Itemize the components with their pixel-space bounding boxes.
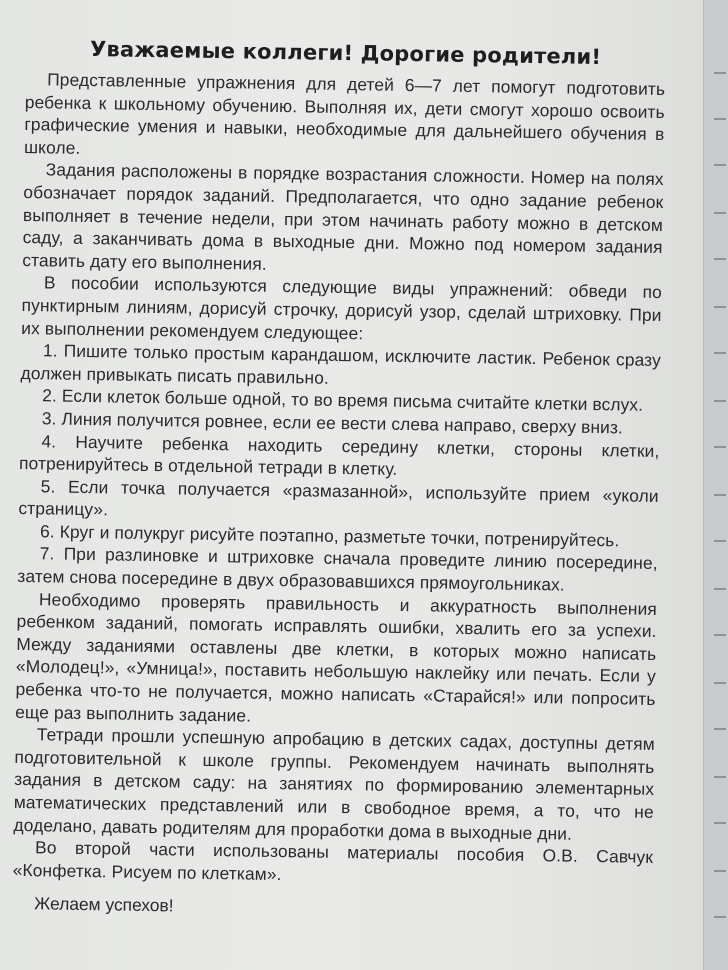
edge-mark — [714, 916, 726, 918]
edge-mark — [714, 634, 726, 636]
list-item: 5. Если точка получается «размазанной», используйте прием «уколи страницу». — [18, 475, 659, 520]
notebook-edge — [703, 0, 728, 970]
edge-mark — [714, 822, 726, 824]
paragraph-order: Задания расположены в порядке возрастания сложности. Номер на полях обозначает порядок заданий. Предполагается, что одно задание ребенок выполняет в течение недели, при этом начинать работу можно в детском саду, а заканчивать дома в выходные дни. Можно под номером задания ставить дату его выполнения. — [22, 159, 664, 274]
edge-mark — [714, 870, 726, 872]
paragraph-approbation: Тетради прошли успешную апробацию в детских садах, доступны детям подготовительной к школе группы. Рекомендуем начинать выполнять задания в детском саду: на занятиях по формированию элементарных математических представлений или в свободное время, а то, что не доделано, давать родителям для проработки дома в выходные дни. — [13, 724, 655, 844]
paragraph-exercise-types: В пособии используются следующие виды упражнений: обведи по пунктирным линиям, дорисуй строчку, дорисуй узор, сделай штриховку. При их выполнении рекомендуем следующее: — [21, 272, 663, 343]
list-item: 3. Линия получится ровнее, если ее вести слева направо, сверху вниз. — [41, 408, 624, 438]
edge-mark — [714, 118, 726, 120]
edge-mark — [714, 164, 726, 166]
edge-mark — [714, 682, 726, 684]
page-title: Уважаемые коллеги! Дорогие родители! — [89, 37, 602, 70]
list-item: 1. Пишите только простым карандашом, исключите ластик. Ребенок сразу должен привыкать писать правильно. — [20, 340, 661, 388]
edge-mark — [714, 352, 726, 354]
edge-mark — [714, 540, 726, 542]
edge-mark — [714, 258, 726, 260]
edge-mark — [714, 400, 726, 402]
paragraph-intro: Представленные упражнения для детей 6—7 лет помогут подготовить ребенка к школьному обучению. Выполняя их, дети смогут хорошо освоить графические умения и навыки, необходимые для дальнейшего обучения в школе. — [23, 69, 666, 158]
edge-mark — [714, 776, 726, 778]
edge-mark — [714, 306, 726, 308]
paragraph-sources: Во второй части использованы материалы пособия О.В. Савчук «Конфетка. Рисуем по клеткам». — [12, 837, 654, 884]
list-item: 7. При разлиновке и штриховке сначала проведите линию посередине, затем снова посередине в двух образовавшихся прямоугольниках. — [17, 543, 658, 595]
edge-mark — [714, 588, 726, 590]
edge-mark — [714, 494, 726, 496]
text-block — [12, 26, 666, 924]
edge-mark — [714, 72, 726, 74]
edge-mark — [714, 728, 726, 730]
closing-line: Желаем успехов! — [34, 893, 174, 916]
list-item: 4. Научите ребенка находить середину клетки, стороны клетки, потренируйтесь в отдельной тетради в клетку. — [18, 430, 660, 479]
paragraph-checking: Необходимо проверять правильность и аккуратность выполнения ребенком заданий, помогать исправлять ошибки, хвалить его за успехи. Между заданиями оставлены две клетки, в которых можно написать «Молодец!», «Умница!», поставить небольшую наклейку или печать. Если у ребенка что-то не получается, можно написать «Старайся!» или попросить еще раз выполнить задание. — [15, 588, 658, 726]
list-item: 2. Если клеток больше одной, то во время письма считайте клетки вслух. — [42, 385, 644, 416]
edge-mark — [714, 212, 726, 214]
list-item: 6. Круг и полукруг рисуйте поэтапно, разметьте точки, потренируйтесь. — [39, 521, 620, 551]
edge-mark — [714, 446, 726, 448]
